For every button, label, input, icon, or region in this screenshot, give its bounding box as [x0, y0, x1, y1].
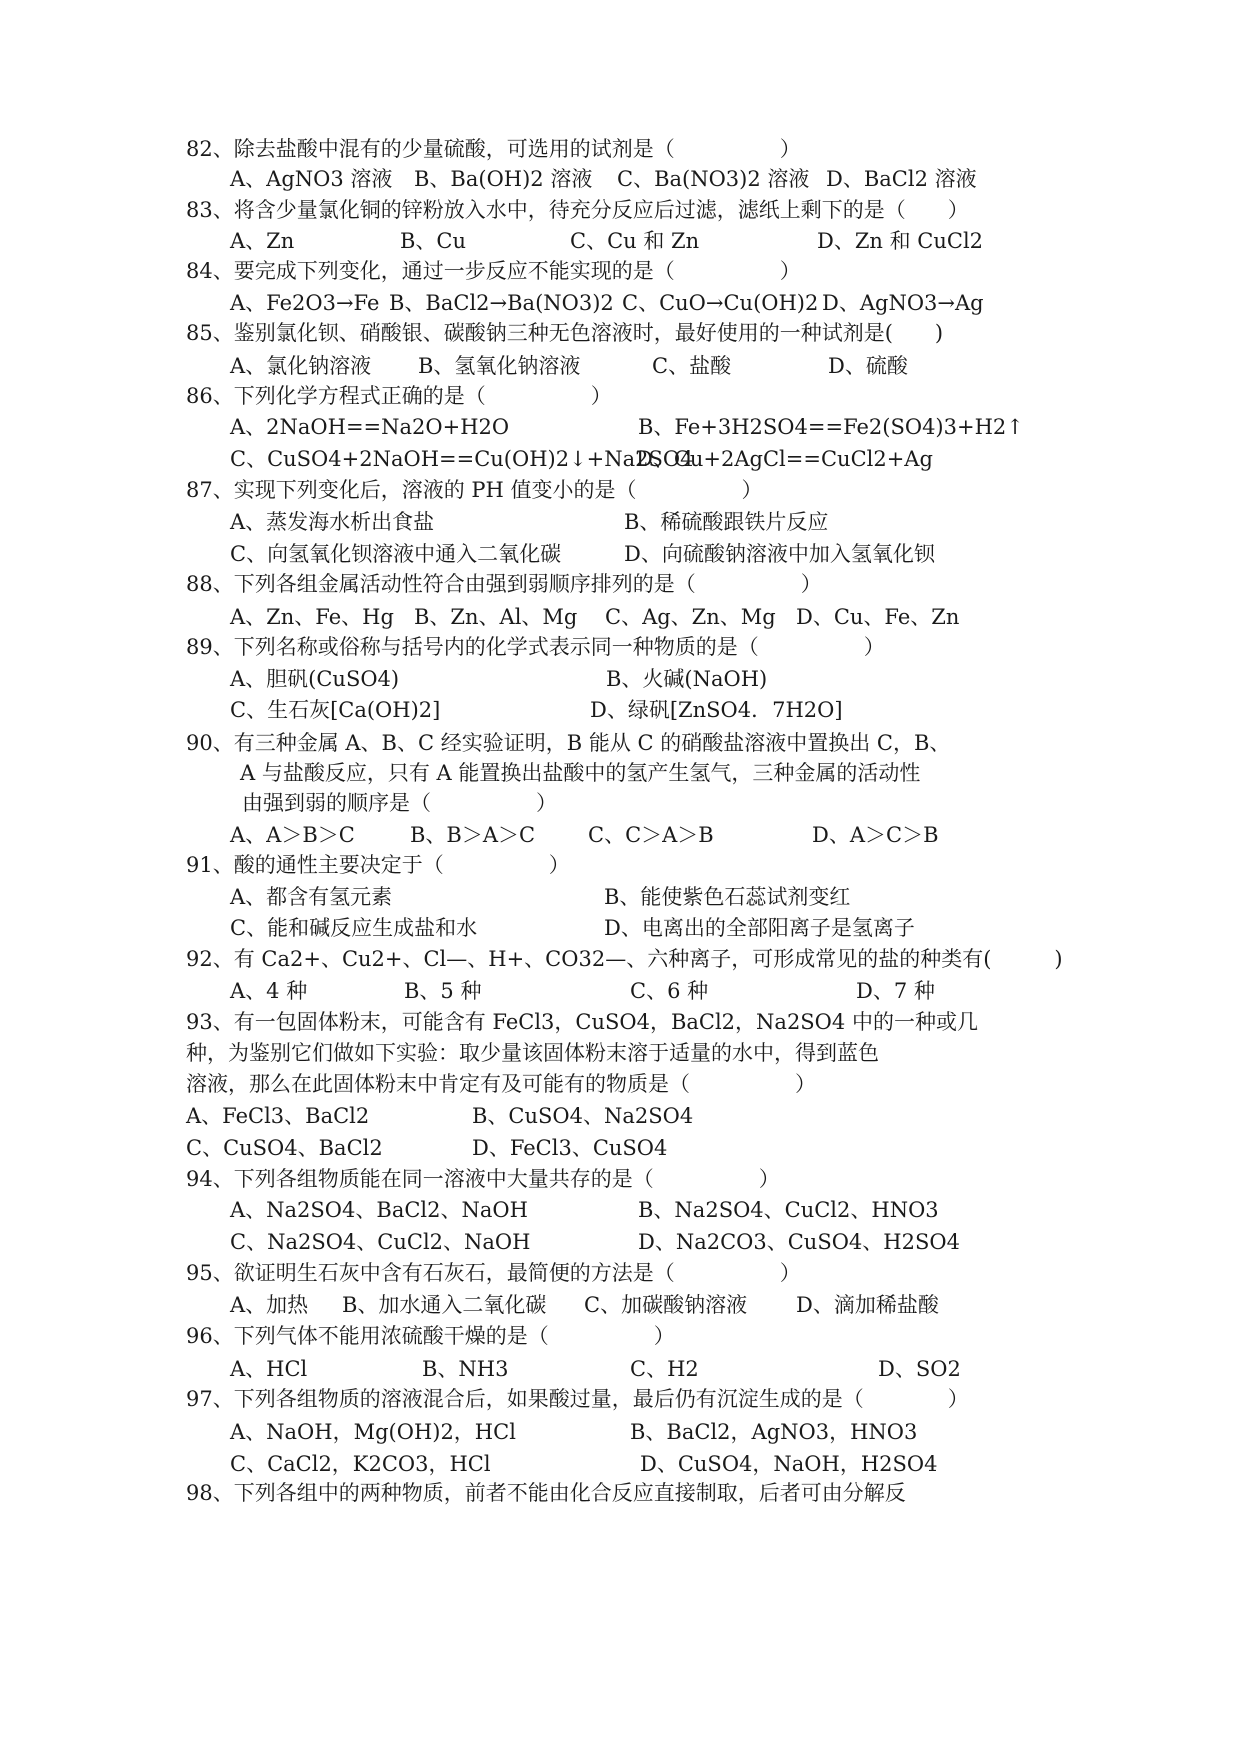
question-91-stem: 91、酸的通性主要决定于（ ）: [186, 853, 570, 877]
option: C、H2: [630, 1357, 699, 1381]
question-86-stem: 86、下列化学方程式正确的是（ ）: [186, 384, 612, 408]
option: A、Na2SO4、BaCl2、NaOH: [230, 1198, 528, 1222]
option: A、AgNO3 溶液: [230, 167, 393, 191]
question-82-stem: 82、除去盐酸中混有的少量硫酸，可选用的试剂是（ ）: [186, 137, 801, 161]
question-90-continuation: 由强到弱的顺序是（ ）: [242, 791, 557, 815]
option: C、Cu 和 Zn: [570, 229, 700, 253]
question-90-stem: 90、有三种金属 A、B、C 经实验证明，B 能从 C 的硝酸盐溶液中置换出 C，B、: [186, 731, 951, 755]
question-90-continuation: A 与盐酸反应，只有 A 能置换出盐酸中的氢产生氢气，三种金属的活动性: [240, 761, 921, 785]
option: A、都含有氢元素: [230, 885, 393, 909]
option: D、CuSO4，NaOH，H2SO4: [640, 1452, 938, 1476]
option: C、CaCl2，K2CO3，HCl: [230, 1452, 491, 1476]
question-87-stem: 87、实现下列变化后，溶液的 PH 值变小的是（ ）: [186, 478, 763, 502]
option: D、FeCl3、CuSO4: [472, 1136, 668, 1160]
question-89-stem: 89、下列名称或俗称与括号内的化学式表示同一种物质的是（ ）: [186, 635, 885, 659]
option: D、A＞C＞B: [812, 823, 939, 847]
option: C、Ag、Zn、Mg: [605, 605, 776, 629]
option: B、加水通入二氧化碳: [342, 1293, 547, 1317]
question-96-stem: 96、下列气体不能用浓硫酸干燥的是（ ）: [186, 1324, 675, 1348]
option: B、Ba(OH)2 溶液: [414, 167, 593, 191]
option: A、Fe2O3→Fe: [230, 291, 380, 315]
question-83-stem: 83、将含少量氯化铜的锌粉放入水中，待充分反应后过滤，滤纸上剩下的是（ ）: [186, 198, 969, 222]
question-97-stem: 97、下列各组物质的溶液混合后，如果酸过量，最后仍有沉淀生成的是（ ）: [186, 1387, 969, 1411]
option: C、加碳酸钠溶液: [584, 1293, 748, 1317]
option: B、NH3: [422, 1357, 509, 1381]
option: D、向硫酸钠溶液中加入氢氧化钡: [624, 542, 935, 566]
option: D、Cu、Fe、Zn: [796, 605, 960, 629]
question-93-stem: 93、有一包固体粉末，可能含有 FeCl3，CuSO4，BaCl2，Na2SO4 中的一种或几: [186, 1010, 978, 1034]
option: B、BaCl2→Ba(NO3)2: [389, 291, 614, 315]
option: A、Zn、Fe、Hg: [230, 605, 394, 629]
option: C、能和碱反应生成盐和水: [230, 916, 478, 940]
question-98-stem: 98、下列各组中的两种物质，前者不能由化合反应直接制取，后者可由分解反: [186, 1481, 906, 1505]
option: A、FeCl3、BaCl2: [186, 1104, 370, 1128]
question-84-stem: 84、要完成下列变化，通过一步反应不能实现的是（ ）: [186, 259, 801, 283]
option: D、BaCl2 溶液: [826, 167, 977, 191]
option: D、硫酸: [828, 354, 908, 378]
option: D、Cu+2AgCl==CuCl2+Ag: [636, 447, 933, 471]
option: B、5 种: [404, 979, 482, 1003]
question-94-stem: 94、下列各组物质能在同一溶液中大量共存的是（ ）: [186, 1167, 780, 1191]
option: D、电离出的全部阳离子是氢离子: [604, 916, 915, 940]
question-93-continuation: 溶液，那么在此固体粉末中肯定有及可能有的物质是（ ）: [186, 1072, 816, 1096]
option: D、绿矾[ZnSO4．7H2O]: [590, 698, 843, 722]
option: C、Ba(NO3)2 溶液: [617, 167, 810, 191]
option: A、蒸发海水析出食盐: [230, 510, 435, 534]
option: C、Na2SO4、CuCl2、NaOH: [230, 1230, 531, 1254]
option: D、AgNO3→Ag: [822, 291, 984, 315]
option: D、SO2: [878, 1357, 961, 1381]
option: A、加热: [230, 1293, 309, 1317]
option: D、Zn 和 CuCl2: [817, 229, 984, 253]
option: A、NaOH，Mg(OH)2，HCl: [230, 1420, 516, 1444]
option: B、Fe+3H2SO4==Fe2(SO4)3+H2↑: [638, 415, 1024, 439]
option: B、BaCl2，AgNO3，HNO3: [630, 1420, 918, 1444]
option: C、CuSO4+2NaOH==Cu(OH)2↓+Na2SO4: [230, 447, 694, 471]
option: A、4 种: [230, 979, 308, 1003]
option: B、Cu: [400, 229, 467, 253]
option: B、火碱(NaOH): [606, 667, 768, 691]
option: B、氢氧化钠溶液: [418, 354, 581, 378]
option: B、CuSO4、Na2SO4: [472, 1104, 694, 1128]
question-95-stem: 95、欲证明生石灰中含有石灰石，最简便的方法是（ ）: [186, 1261, 801, 1285]
option: A、Zn: [230, 229, 295, 253]
question-88-stem: 88、下列各组金属活动性符合由强到弱顺序排列的是（ ）: [186, 572, 822, 596]
option: A、氯化钠溶液: [230, 354, 372, 378]
option: B、Na2SO4、CuCl2、HNO3: [638, 1198, 939, 1222]
option: B、B＞A＞C: [410, 823, 536, 847]
option: D、滴加稀盐酸: [796, 1293, 939, 1317]
option: B、能使紫色石蕊试剂变红: [604, 885, 851, 909]
option: C、盐酸: [652, 354, 732, 378]
option: C、向氢氧化钡溶液中通入二氧化碳: [230, 542, 562, 566]
option: A、2NaOH==Na2O+H2O: [230, 415, 510, 439]
option: D、7 种: [856, 979, 935, 1003]
question-85-stem: 85、鉴别氯化钡、硝酸银、碳酸钠三种无色溶液时，最好使用的一种试剂是( ): [186, 321, 944, 345]
option: B、稀硫酸跟铁片反应: [624, 510, 829, 534]
option: C、生石灰[Ca(OH)2]: [230, 698, 441, 722]
option: B、Zn、Al、Mg: [414, 605, 578, 629]
option: A、HCl: [230, 1357, 308, 1381]
option: A、胆矾(CuSO4): [230, 667, 400, 691]
option: D、Na2CO3、CuSO4、H2SO4: [638, 1230, 960, 1254]
option: A、A＞B＞C: [230, 823, 355, 847]
option: C、C＞A＞B: [588, 823, 714, 847]
option: C、6 种: [630, 979, 709, 1003]
question-92-stem: 92、有 Ca2+、Cu2+、Cl—、H+、CO32—、六种离子，可形成常见的盐的种类有( ): [186, 947, 1063, 971]
option: C、CuSO4、BaCl2: [186, 1136, 383, 1160]
question-93-continuation: 种，为鉴别它们做如下实验：取少量该固体粉末溶于适量的水中，得到蓝色: [186, 1041, 879, 1065]
option: C、CuO→Cu(OH)2: [622, 291, 819, 315]
